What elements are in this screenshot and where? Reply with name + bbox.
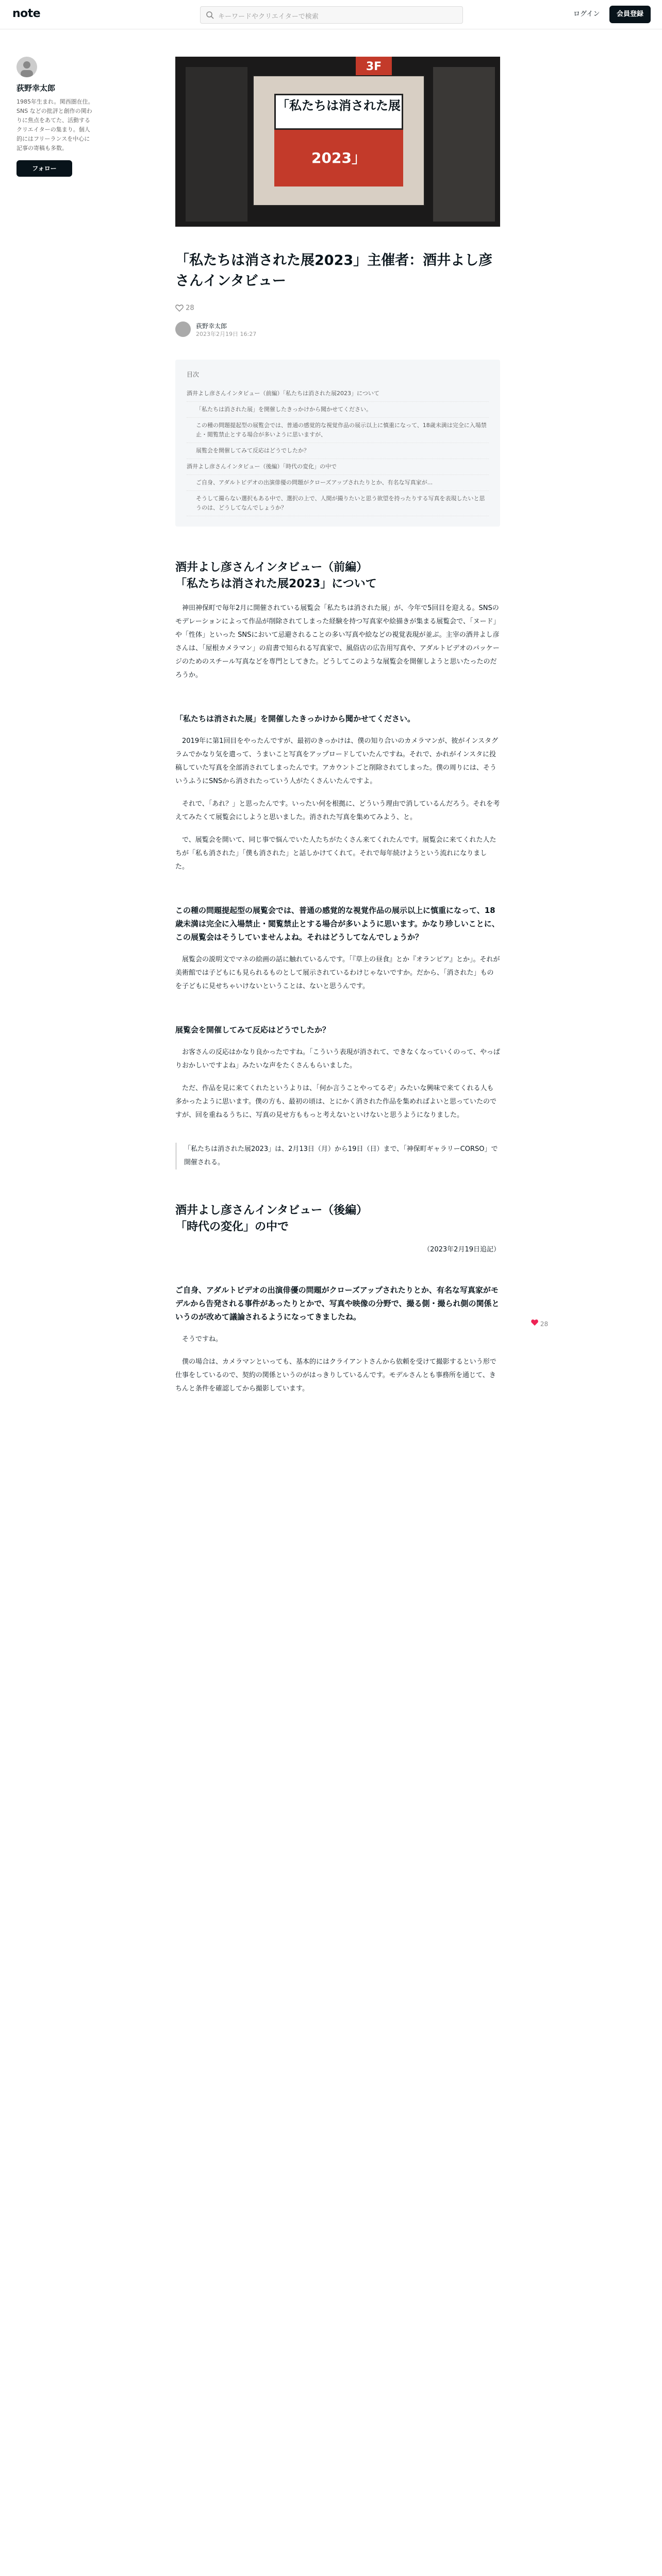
question-heading: 展覧会を開催してみて反応はどうでしたか？ [175, 1025, 330, 1035]
section-heading-part2: 酒井よし彦さんインタビュー（後編） 「時代の変化」の中で [175, 1204, 368, 1233]
body-paragraph: 展覧会の説明文でマネの絵画の話に触れているんです。「『草上の昼食』とか『オランピア』とか」。それが美術館では子どもにも見られるものとして展示されているわけじゃないですか。だから、「消された」ものを子どもに見せちゃいけないということは、ないと思うんです。 [175, 956, 500, 990]
follow-label: フォロー [32, 165, 57, 172]
question-heading: ご自身、アダルトビデオの出演俳優の問題がクローズアップされたりとか、有名な写真家がモデルから告発される事件があったりとかで、写真や映像の分野で、撮る側・撮られ側の関係というのが改めて議論されるようになってきましたね。 [175, 1285, 500, 1321]
avatar[interactable] [16, 57, 37, 77]
hero-bg-left [186, 67, 247, 222]
toc-item[interactable]: ご自身、アダルトビデオの出演俳優の問題がクローズアップされたりとか、有名な写真家が... [187, 475, 489, 491]
event-info [175, 1143, 500, 1170]
table-of-contents [175, 360, 500, 527]
site-header [0, 0, 662, 29]
article [175, 57, 500, 1396]
publish-date: 2023年2月19日 16:27 [196, 331, 257, 337]
note-logo[interactable]: note [12, 7, 41, 20]
author-name-small[interactable]: 荻野幸太郎 [196, 323, 227, 330]
hero-signboard [253, 75, 425, 206]
toc-heading: 目次 [187, 371, 200, 378]
body-paragraph: お客さんの反応はかなり良かったですね。「こういう表現が消されて、できなくなっていくのって、やっぱりおかしいですよね」みたいな声をたくさんもらいました。 [175, 1048, 500, 1070]
body-paragraph: 2019年に第1回目をやったんですが、最初のきっかけは、僕の知り合いのカメラマンが、彼がインスタグラムでかなり気を遣って、うまいこと写真をアップロードしていたんですね。それで、かれがインスタに投稿していた写真を全部消されてしまったんです。アカウントごと削除されてしまった。僕の周りには、そういうふうにSNSから消されたっていう人がたくさんいたんですよ。 [175, 737, 498, 785]
like-row [175, 304, 500, 314]
intro-paragraph: 神田神保町で毎年2月に開催されている展覧会「私たちは消された展」が、今年で5回目を迎える。SNSのモデレーションによって作品が削除されてしまった経験を持つ写真家や絵描きが集まる展覧会で、「ヌード」や「性体」といった SNSにおいて忌避されることの多い写真や絵などの視覚表現が並ぶ。主宰の酒井よし彦さんは、「屋根カメラマン」の肩書で知られる写真家で、風俗店の広告用写真や、アダルトビデオのパッケージのためのスチール写真などを専門としてきた。どうしてこのような展覧会を開催しようと思いたったのだろうか。 [175, 604, 500, 679]
hero-image [175, 57, 500, 227]
update-note: （2023年2月19日追記） [423, 1246, 500, 1253]
event-paragraph: 「私たちは消された展2023」は、2月13日（月）から19日（日）まで、「神保町ギャラリーCORSO」で開催される。 [184, 1145, 498, 1166]
hero-sign-year: 2023」 [274, 130, 403, 187]
section-heading-part1: 酒井よし彦さんインタビュー（前編） 「私たちは消された展2023」について [175, 561, 377, 590]
floating-like-count: 28 [540, 1320, 549, 1328]
toc-item[interactable]: そうして撮らない選択もある中で、選択の上で、人間が撮りたいと思う欲望を持ったりする写真を表現したいと思うのは、どうしてなんでしょうか？ [187, 491, 489, 516]
floating-like[interactable] [531, 1319, 548, 1328]
toc-item[interactable]: 酒井よし彦さんインタビュー（後編）「時代の変化」の中で [187, 459, 489, 475]
login-link[interactable]: ログイン [573, 10, 600, 18]
hero-floor-tag: 3F [356, 57, 392, 77]
like-count: 28 [186, 304, 194, 312]
toc-item[interactable]: この種の問題提起型の展覧会では、普通の感覚的な視覚作品の展示以上に慎重になって、18歳未満は完全に入場禁止・閲覧禁止とする場合が多いように思いますが、 [187, 418, 489, 443]
toc-item[interactable]: 展覧会を開催してみて反応はどうでしたか？ [187, 443, 489, 459]
author-sidebar [16, 57, 94, 177]
search-icon [206, 11, 214, 19]
body-paragraph: 僕の場合は、カメラマンといっても、基本的にはクライアントさんから依頼を受けて撮影するという形で仕事をしているので、契約の関係というのがはっきりしているんです。モデルさんとも事務所を通じて、きちんと条件を確認してから撮影しています。 [175, 1358, 496, 1393]
toc-item[interactable]: 酒井よし彦さんインタビュー（前編）「私たちは消された展2023」について [187, 386, 489, 402]
hero-sign-title: 「私たちは消された展 [274, 94, 403, 130]
search-box[interactable] [200, 6, 463, 24]
author-avatar[interactable] [175, 321, 191, 337]
author-name[interactable]: 荻野幸太郎 [16, 83, 56, 93]
heart-icon [531, 1319, 538, 1326]
heart-icon[interactable] [175, 304, 184, 312]
author-row [175, 321, 500, 339]
search-placeholder: キーワードやクリエイターで検索 [218, 13, 319, 21]
article-title: 「私たちは消された展2023」主催者：酒井よし彦さんインタビュー [175, 252, 493, 289]
body-paragraph: それで、「あれ？」と思ったんです。いったい何を根拠に、どういう理由で消しているんだろう。それを考えてみたくて展覧会にしようと思いました。消された写真を集めてみよう、と。 [175, 800, 500, 821]
question-heading: 「私たちは消された展」を開催したきっかけから聞かせてください。 [175, 714, 416, 723]
body-paragraph: ただ、作品を見に来てくれたというよりは、「何か言うことやってるぞ」みたいな興味で来てくれる人も多かったように思います。僕の方も、最初の頃は、とにかく消された作品を集めればよいと思っていたのですが、回を重ねるうちに、写真の見せ方ももっと考えないといけないと思うようになりました。 [175, 1084, 496, 1119]
question-heading: この種の問題提起型の展覧会では、普通の感覚的な視覚作品の展示以上に慎重になって、18歳未満は完全に入場禁止・閲覧禁止とする場合が多いように思います。かなり珍しいことに、この展覧会はそうしていませんよね。それはどうしてなんでしょうか？ [175, 906, 500, 942]
body-paragraph: で、展覧会を開いて、同じ事で悩んでいた人たちがたくさん来てくれたんです。展覧会に来てくれた人たちが「私も消された」「僕も消された」と話しかけてくれて。それで毎年続けようという流れになりました。 [175, 836, 496, 871]
follow-button[interactable] [16, 160, 72, 177]
toc-item[interactable]: 「私たちは消された展」を開催したきっかけから聞かせてください。 [187, 402, 489, 418]
author-bio: 1985年生まれ。関西圏在住。SNS などの批評と創作の関わりに焦点をあてた、活動するクリエイターの集まり。個人的にはフリーランスを中心に記事の寄稿も多数。 [16, 98, 94, 151]
hero-bg-right [433, 67, 495, 222]
signup-button[interactable]: 会員登録 [609, 6, 651, 23]
body-paragraph: そうですね。 [182, 1335, 223, 1343]
